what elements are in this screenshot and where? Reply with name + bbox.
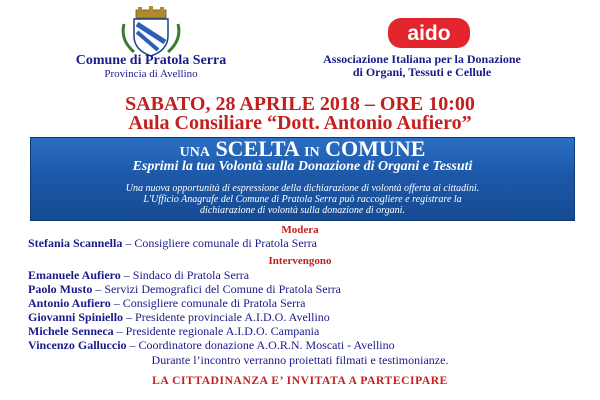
invitation-line: LA CITTADINANZA E’ INVITATA A PARTECIPARE <box>152 375 448 387</box>
event-venue: Aula Consiliare “Dott. Antonio Aufiero” <box>128 112 472 134</box>
event-date: SABATO, 28 APRILE 2018 – ORE 10:00 <box>125 93 475 115</box>
banner-title-word: IN <box>304 145 320 160</box>
speaker-name: Vincenzo Galluccio <box>28 338 127 352</box>
footer-note: Durante l’incontro verranno proiettati filmati e testimonianze. <box>151 353 449 367</box>
moderator-name: Stefania Scannella <box>28 236 123 250</box>
speaker-name: Antonio Aufiero <box>28 296 111 310</box>
aido-logo <box>388 18 470 48</box>
aido-logo-text: aido <box>407 22 451 45</box>
aido-title: Associazione Italiana per la Donazione <box>323 52 521 66</box>
banner-desc-line: Una nuova opportunità di espressione della dichiarazione di volontà offerta ai cittadini. <box>125 183 480 194</box>
speaker-name: Emanuele Aufiero <box>28 268 121 282</box>
banner-description <box>44 183 561 216</box>
speaker-name: Paolo Musto <box>28 282 93 296</box>
speaker-role: – Presidente regionale A.I.D.O. Campania <box>113 324 320 338</box>
speaker-role: – Servizi Demografici del Comune di Pratola Serra <box>92 282 341 296</box>
banner-desc-line: dichiarazione di volontà sulla donazione di organi. <box>200 205 405 216</box>
speaker-role: – Sindaco di Pratola Serra <box>120 268 250 282</box>
comune-crest-logo <box>118 6 184 60</box>
speaker-row <box>28 296 305 310</box>
speaker-role: – Presidente provinciale A.I.D.O. Avellino <box>123 310 330 324</box>
moderator-row <box>28 236 317 250</box>
speaker-name: Michele Senneca <box>28 324 114 338</box>
speaker-row <box>28 338 395 352</box>
speaker-role: – Coordinatore donazione A.O.R.N. Moscati - Avellino <box>126 338 395 352</box>
moderator-heading: Modera <box>281 224 319 236</box>
speaker-row <box>28 310 330 324</box>
speaker-role: – Consigliere comunale di Pratola Serra <box>110 296 306 310</box>
banner-title-word: COMUNE <box>325 136 426 161</box>
banner-subtitle: Esprimi la tua Volontà sulla Donazione di Organi e Tessuti <box>132 159 473 174</box>
speaker-row <box>28 282 341 296</box>
banner-title-word: SCELTA <box>215 136 299 161</box>
comune-subtitle: Provincia di Avellino <box>104 68 198 80</box>
banner-title-word: UNA <box>179 145 210 160</box>
banner-desc-line: L'Ufficio Anagrafe del Comune di Pratola Serra può raccogliere e registrare la <box>143 194 462 205</box>
speaker-row <box>28 324 319 338</box>
comune-title: Comune di Pratola Serra <box>75 53 227 68</box>
speaker-row <box>28 268 249 282</box>
speakers-heading: Intervengono <box>268 255 332 267</box>
speaker-name: Giovanni Spiniello <box>28 310 124 324</box>
moderator-role: – Consigliere comunale di Pratola Serra <box>122 236 317 250</box>
aido-subtitle: di Organi, Tessuti e Cellule <box>352 65 492 79</box>
